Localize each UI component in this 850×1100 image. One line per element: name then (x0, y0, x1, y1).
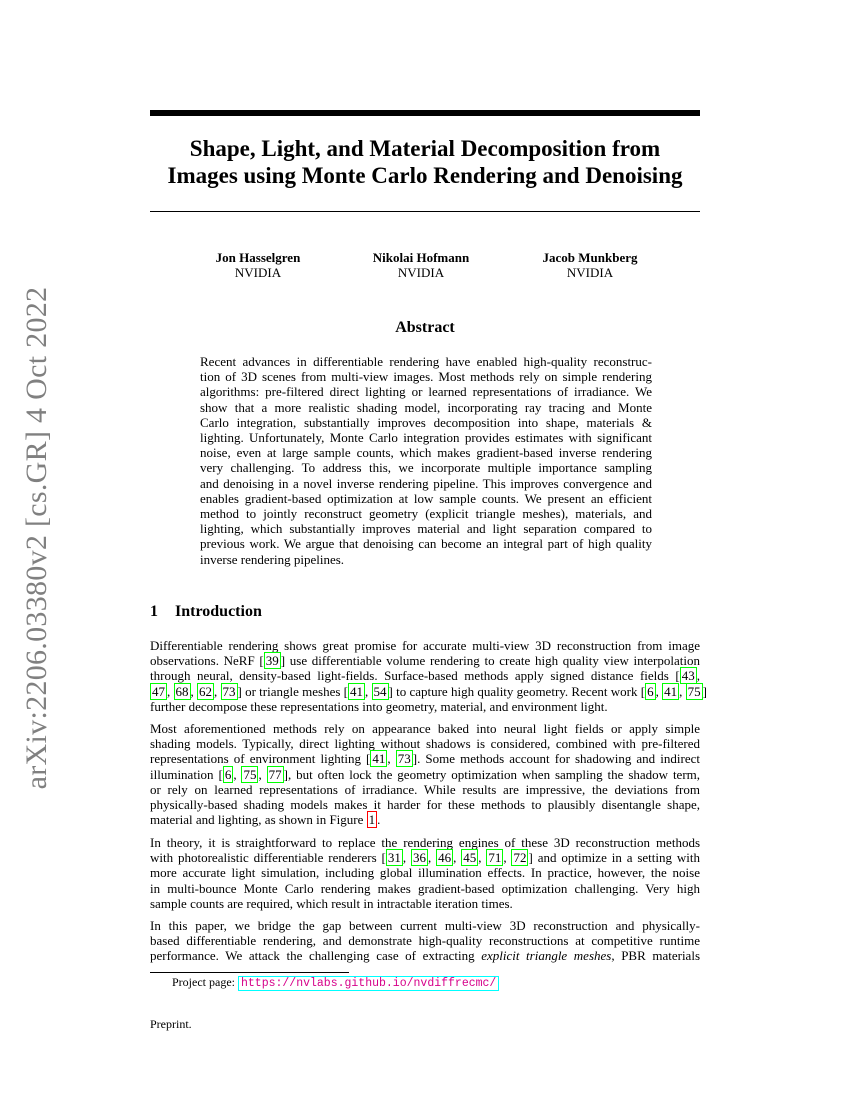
citation-link[interactable]: 72 (513, 850, 527, 866)
title-top-rule (150, 110, 700, 116)
text-line: further decompose these representations into geometry, material, and environment light. (150, 698, 608, 714)
text-line: Most aforementioned methods rely on appearance baked into neural light fields or apply simple (150, 721, 700, 736)
abstract-line: Recent advances in differentiable rendering have enabled high-quality reconstruc- (200, 354, 652, 369)
author-affiliation: NVIDIA (397, 265, 445, 280)
paragraph-2 (150, 721, 700, 827)
paragraph-1 (150, 638, 707, 714)
author-3 (505, 250, 675, 280)
footnote (172, 975, 499, 991)
abstract-line: lighting. Unfortunately, Monte Carlo integration provides estimates with significant (200, 430, 652, 446)
abstract-line: inverse rendering pipelines. (200, 551, 345, 567)
citation-link[interactable]: 62 (199, 683, 212, 699)
footnote-label: Project page: (172, 975, 238, 989)
citation-link[interactable]: 77 (268, 766, 282, 782)
text-line: In theory, it is straightforward to replace the rendering engines of these 3D reconstruction methods (150, 835, 700, 850)
text-line: observations. NeRF [ 39 ] use differentiable volume rendering to create high quality view interpolation (150, 653, 700, 669)
author-affiliation: NVIDIA (234, 265, 282, 280)
citation-link[interactable]: 39 (265, 653, 279, 669)
text-line: based differentiable rendering, and demonstrate high-quality reconstructions at competitive runtime (150, 933, 700, 949)
text-line: in multi-bounce Monte Carlo rendering makes gradient-based optimization challenging. Very high (150, 880, 700, 896)
text-line: shading models. Typically, direct lighting without shadows is considered, combined with pre-filtered (150, 736, 700, 752)
citation-link[interactable]: 41 (372, 751, 386, 767)
text-line: representations of environment lighting [ 41 , 73 ]. Some methods account for shadowing and indirect (150, 751, 700, 767)
text-line: through neural, density-based light-fields. Surface-based methods apply signed distance fields [ 43 , (150, 668, 700, 684)
text-line: material and lighting, as shown in Figure 1 . (150, 812, 381, 828)
text-line: illumination [ 6 , 75 , 77 ], but often lock the geometry optimization when sampling the shadow term, (150, 766, 701, 782)
text-line: sample counts are required, which result in intractable iteration times. (150, 895, 513, 911)
section-number: 1 (150, 603, 158, 620)
abstract-line: method to jointly reconstruct geometry (explicit triangle meshes), materials, and (200, 506, 652, 522)
abstract-line: noise, even at large sample counts, which makes gradient-based inverse rendering (200, 445, 652, 461)
text-line: with photorealistic differentiable renderers [ 31 , 36 , 46 , 45 , 71 , 72 ] and optimize in a setting with (150, 850, 700, 866)
citation-link[interactable]: 31 (387, 850, 401, 866)
citation-link[interactable]: 46 (438, 850, 452, 866)
text-line: 47 , 68 , 62 , 73 ] or triangle meshes [ 41 , 54 ] to capture high quality geometry. Recent work [ 6 , 41 , 75 ] (152, 683, 707, 699)
abstract-line: algorithms: pre-filtered direct lighting or learned representations of irradiance. We (200, 384, 652, 400)
abstract-line: tion of 3D scenes from multi-view images. Most methods rely on simple rendering (200, 369, 652, 385)
footnote-rule (150, 972, 349, 973)
text-line: In this paper, we bridge the gap between current multi-view 3D reconstruction and physically- (150, 918, 700, 933)
preprint-label: Preprint. (150, 1017, 192, 1031)
citation-link[interactable]: 45 (463, 850, 477, 866)
abstract-line: and denoising in a novel inverse rendering pipeline. This improves convergence and (200, 475, 652, 491)
abstract-line: show that a more realistic shading model, incorporating ray tracing and Monte (200, 399, 652, 415)
abstract-heading: Abstract (395, 319, 455, 336)
title-line-2: Images using Monte Carlo Rendering and Denoising (167, 163, 683, 188)
author-name: Jon Hasselgren (215, 250, 301, 265)
citation-link[interactable]: 71 (488, 850, 502, 866)
citation-link[interactable]: 75 (687, 683, 701, 699)
arxiv-id: arXiv:2206.03380v2 [cs.GR] 4 Oct 2022 (20, 286, 53, 790)
citation-link[interactable]: 47 (152, 683, 165, 699)
paragraph-4 (150, 918, 700, 964)
title-bottom-rule (150, 211, 700, 212)
author-name: Jacob Munkberg (542, 250, 638, 265)
section-heading-introduction (150, 603, 262, 621)
text-line: Differentiable rendering shows great promise for accurate multi-view 3D reconstruction from image (150, 638, 700, 653)
text-line: physically-based shading models makes it harder for these methods to plausibly disentangle shape, (150, 797, 700, 813)
text-line: more accurate light simulation, including global illumination effects. In practice, however, the noise (150, 865, 700, 881)
text-line: performance. We attack the challenging case of extracting explicit triangle meshes, PBR materials (150, 948, 700, 964)
paragraph-3 (150, 835, 700, 911)
author-affiliation: NVIDIA (566, 265, 614, 280)
citation-link[interactable]: 73 (222, 683, 236, 699)
author-name: Nikolai Hofmann (372, 250, 470, 265)
citation-link[interactable]: 41 (350, 683, 363, 699)
text-line: or rely on learned representations of irradiance. While results are impressive, the deviations from (150, 781, 700, 797)
citation-link[interactable]: 36 (412, 850, 426, 866)
abstract-line: Carlo integration, substantially improves decomposition into shape, materials & (200, 414, 652, 430)
paper-title (150, 135, 700, 189)
section-title: Introduction (175, 603, 262, 620)
abstract-line: enables gradient-based optimization at low sample counts. We present an efficient (200, 490, 652, 506)
citation-link[interactable]: 43 (681, 668, 695, 684)
author-1 (173, 250, 343, 280)
citation-link[interactable]: 41 (664, 683, 678, 699)
abstract-line: lighting, which substantially improves material and light separation compared to (200, 521, 652, 537)
abstract-line: previous work. We argue that denoising can become an integral part of high quality (200, 536, 652, 552)
citation-link[interactable]: 6 (224, 766, 232, 782)
title-line-1: Shape, Light, and Material Decomposition from (189, 136, 661, 161)
citation-link[interactable]: 6 (647, 683, 654, 699)
abstract-line: very challenging. To address this, we incorporate multiple importance sampling (200, 460, 652, 476)
citation-link[interactable]: 54 (373, 683, 387, 699)
citation-link[interactable]: 68 (175, 683, 189, 699)
author-2 (336, 250, 506, 280)
figure-link[interactable]: 1 (368, 812, 376, 828)
citation-link[interactable]: 75 (243, 766, 257, 782)
project-page-link[interactable]: https://nvlabs.github.io/nvdiffrecmc/ (238, 976, 499, 991)
citation-link[interactable]: 73 (397, 751, 411, 767)
abstract-body (200, 354, 652, 567)
